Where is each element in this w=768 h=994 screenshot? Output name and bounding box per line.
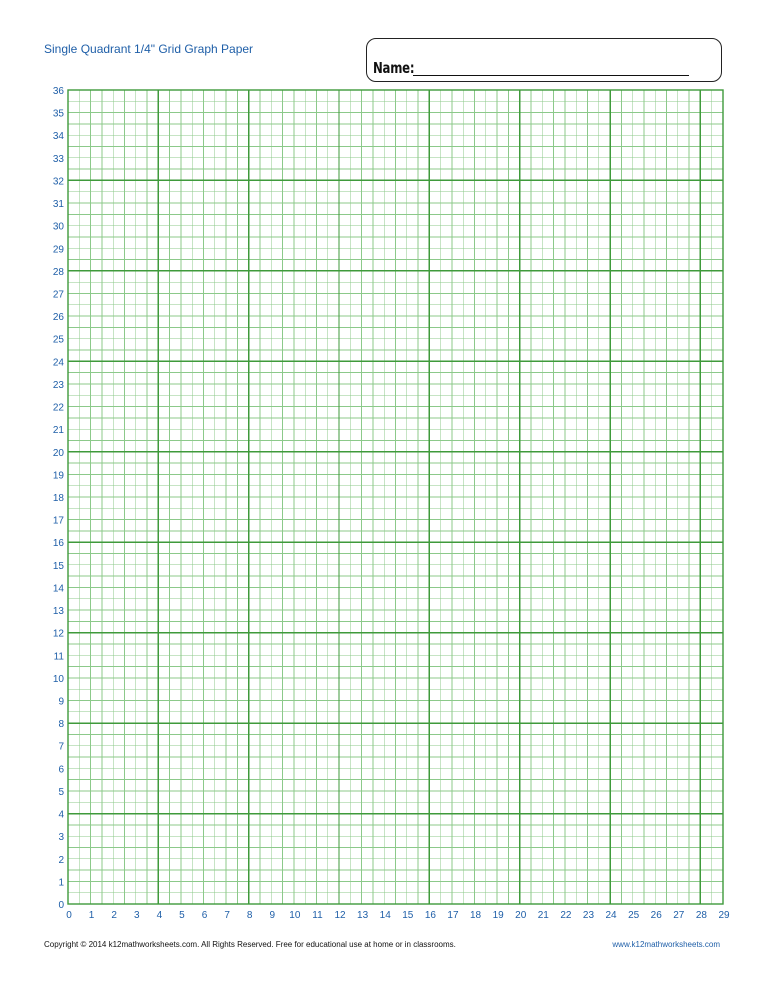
x-tick-label: 22 [560, 910, 572, 921]
x-tick-label: 6 [201, 910, 208, 921]
y-tick-label: 23 [52, 379, 64, 391]
y-tick-label: 31 [52, 199, 64, 211]
x-tick-label: 27 [673, 910, 685, 921]
y-tick-label: 33 [52, 153, 64, 165]
x-tick-label: 9 [269, 910, 276, 921]
y-tick-label: 34 [52, 131, 64, 143]
y-tick-label: 21 [52, 425, 64, 437]
y-tick-label: 26 [52, 312, 64, 324]
x-tick-label: 0 [66, 910, 72, 921]
y-tick-label: 24 [52, 357, 64, 369]
copyright-text: Copyright © 2014 k12mathworksheets.com. All Rights Reserved. Free for educational use at home or in classrooms. [44, 940, 456, 949]
y-tick-label: 9 [58, 696, 64, 708]
x-tick-label: 16 [424, 910, 436, 921]
x-tick-label: 18 [469, 910, 482, 921]
x-tick-label: 2 [111, 910, 117, 921]
x-tick-label: 17 [447, 910, 459, 921]
y-tick-label: 3 [58, 832, 64, 844]
y-tick-label: 5 [58, 786, 64, 798]
y-tick-label: 29 [52, 244, 64, 256]
page-title: Single Quadrant 1/4" Grid Graph Paper [44, 42, 254, 56]
x-tick-label: 10 [289, 910, 301, 921]
y-tick-label: 13 [52, 606, 64, 618]
y-tick-label: 35 [52, 108, 64, 120]
y-tick-label: 10 [52, 673, 64, 685]
y-tick-label: 12 [52, 628, 64, 640]
x-tick-label: 28 [695, 910, 707, 921]
x-tick-label: 14 [379, 910, 391, 921]
y-tick-label: 17 [52, 515, 64, 527]
y-tick-label: 36 [52, 86, 64, 97]
y-tick-label: 1 [58, 877, 64, 889]
y-tick-label: 25 [52, 334, 64, 346]
x-tick-label: 25 [628, 910, 640, 921]
y-tick-label: 0 [58, 900, 64, 911]
y-tick-label: 20 [52, 447, 64, 459]
x-tick-label: 4 [156, 910, 163, 921]
x-tick-label: 7 [224, 910, 230, 921]
x-tick-label: 21 [537, 910, 549, 921]
y-tick-label: 15 [52, 560, 64, 572]
y-tick-label: 18 [52, 493, 64, 504]
x-tick-label: 15 [402, 910, 414, 921]
x-tick-label: 23 [582, 910, 595, 921]
y-tick-label: 27 [52, 289, 64, 301]
x-tick-label: 26 [650, 910, 662, 921]
x-tick-label: 13 [357, 910, 369, 921]
y-tick-label: 8 [58, 719, 64, 731]
x-tick-label: 8 [246, 910, 253, 921]
y-tick-label: 4 [58, 809, 64, 821]
y-tick-label: 7 [58, 741, 64, 753]
y-tick-label: 16 [52, 538, 64, 550]
x-tick-label: 20 [515, 910, 527, 921]
x-tick-label: 11 [312, 910, 323, 921]
x-tick-label: 12 [334, 910, 346, 921]
y-tick-label: 2 [58, 854, 64, 866]
y-tick-label: 32 [52, 176, 64, 188]
y-tick-label: 14 [52, 583, 64, 595]
x-tick-label: 5 [179, 910, 185, 921]
y-tick-label: 28 [52, 266, 64, 278]
y-tick-label: 6 [58, 764, 64, 776]
x-tick-label: 29 [718, 910, 730, 921]
y-tick-label: 30 [52, 221, 64, 233]
y-tick-label: 22 [52, 402, 64, 414]
x-tick-label: 1 [88, 910, 95, 921]
website-link[interactable]: www.k12mathworksheets.com [612, 940, 720, 949]
x-tick-label: 24 [605, 910, 617, 921]
x-tick-label: 19 [492, 910, 504, 921]
x-tick-label: 3 [133, 910, 140, 921]
y-tick-label: 19 [52, 470, 64, 482]
y-tick-label: 11 [53, 651, 64, 663]
name-label: Name: [373, 59, 415, 77]
